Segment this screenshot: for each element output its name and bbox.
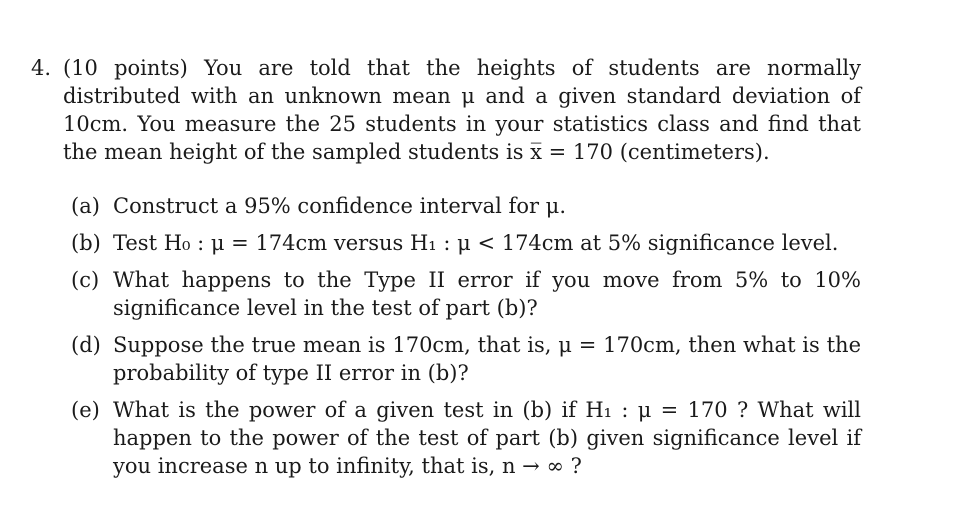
part-d-label: (d) — [71, 333, 101, 357]
problem-header — [31, 54, 861, 166]
part-c-label: (c) — [71, 268, 100, 292]
problem-statement: (10 points) You are told that the heights of students are normally distributed with an unknown mean μ and a given standard deviation of 10cm. You measure the 25 students in your statistics class and find that the mean height of the sampled students is x̅ = 170 (centimeters). — [63, 56, 861, 164]
part-e — [71, 396, 861, 480]
part-c-text: What happens to the Type II error if you move from 5% to 10% significance level in the test of part (b)? — [113, 268, 861, 320]
part-e-label: (e) — [71, 398, 100, 422]
part-d — [71, 331, 861, 387]
part-a-text: Construct a 95% confidence interval for μ. — [113, 194, 567, 218]
part-a — [71, 192, 861, 220]
part-c — [71, 266, 861, 322]
problem-parts — [71, 192, 861, 480]
part-d-text: Suppose the true mean is 170cm, that is, μ = 170cm, then what is the probability of type II error in (b)? — [113, 333, 861, 385]
part-b — [71, 229, 861, 257]
part-e-text: What is the power of a given test in (b) if H₁ : μ = 170 ? What will happen to the power of the test of part (b) given significance level if you increase n up to infinity, that is, n → ∞ ? — [113, 398, 861, 478]
part-b-label: (b) — [71, 231, 101, 255]
problem-4 — [31, 54, 861, 166]
problem-number: 4. — [31, 56, 52, 80]
part-b-text: Test H₀ : μ = 174cm versus H₁ : μ < 174cm at 5% significance level. — [113, 231, 839, 255]
part-a-label: (a) — [71, 194, 100, 218]
